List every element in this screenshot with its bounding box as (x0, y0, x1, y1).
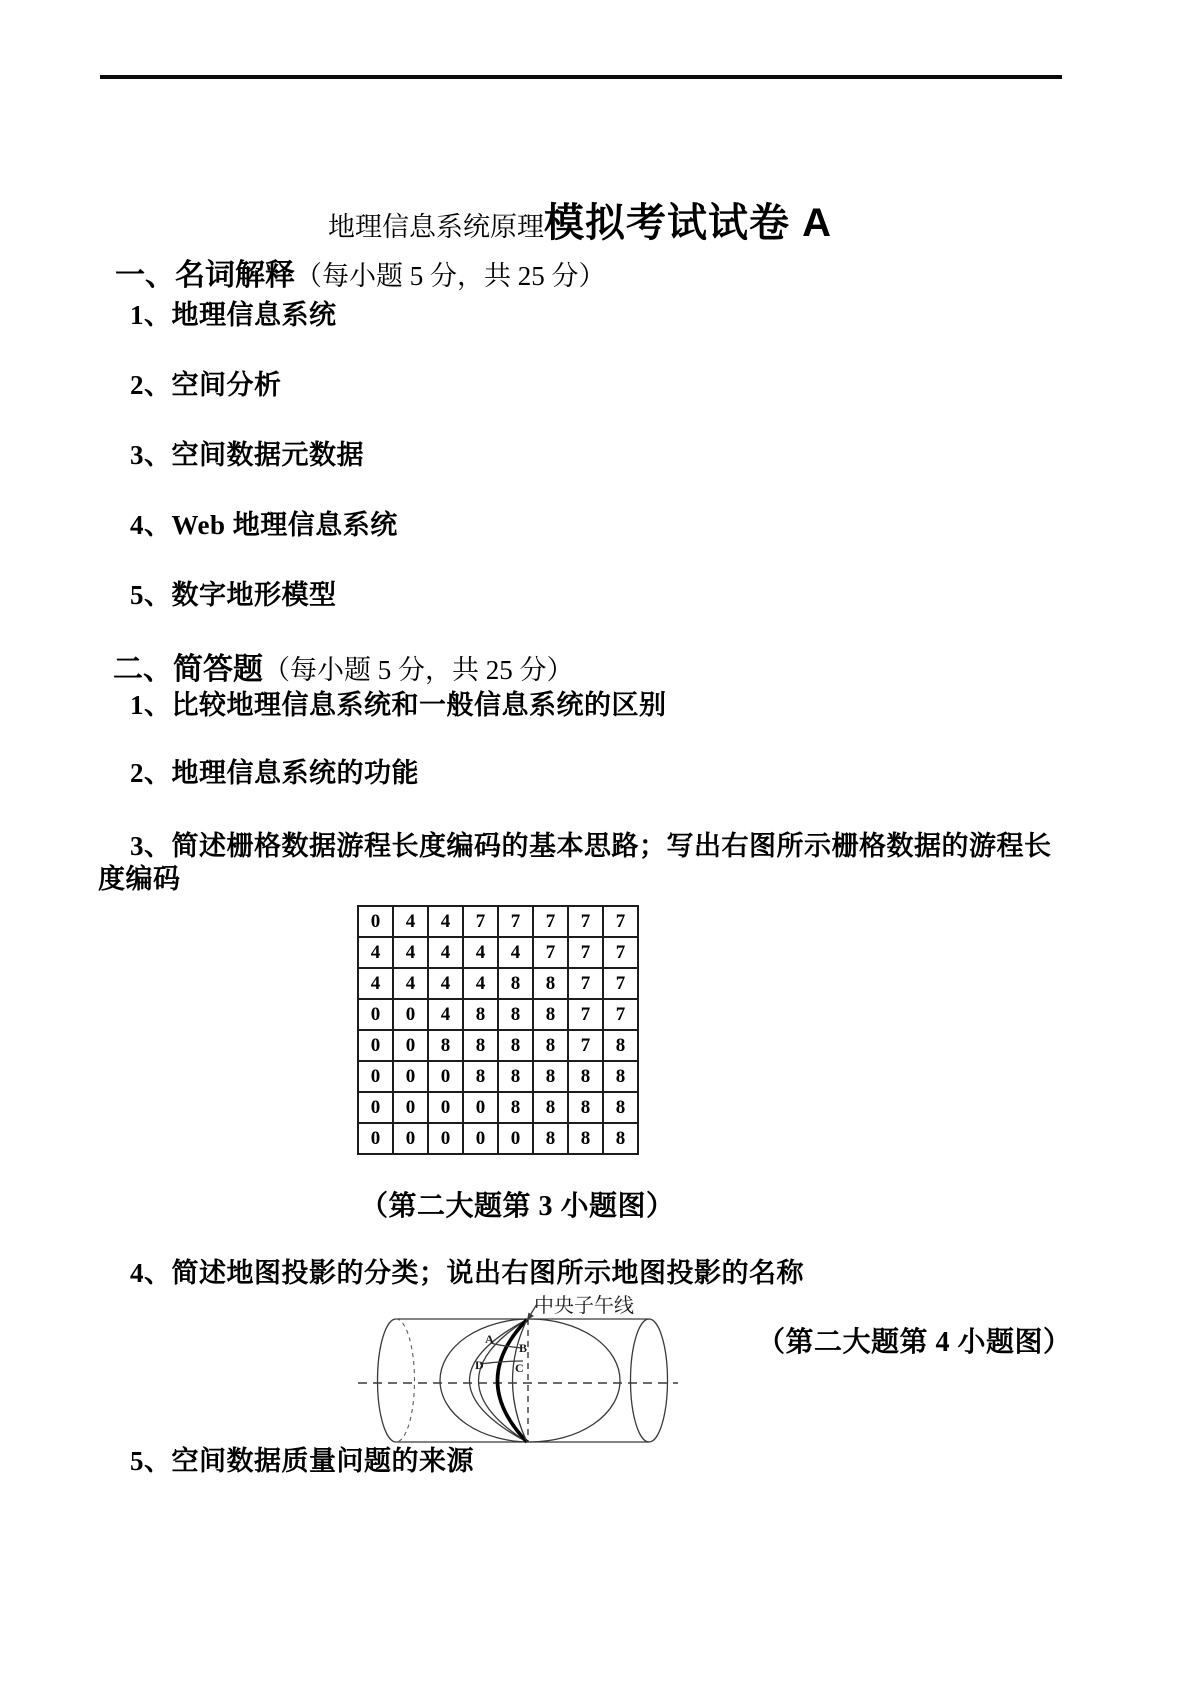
header-rule (100, 75, 1062, 79)
grid-cell: 8 (568, 1061, 603, 1092)
zone-label-d: D (475, 1358, 484, 1372)
grid-row (358, 937, 638, 968)
cylinder-left-cap-back (396, 1319, 414, 1442)
cylinder-right-cap (631, 1319, 668, 1442)
grid-cell: 8 (463, 1030, 498, 1061)
grid-cell: 8 (568, 1092, 603, 1123)
section1-item-3: 3、空间数据元数据 (130, 440, 364, 470)
grid-cell: 8 (498, 1092, 533, 1123)
grid-cell: 4 (393, 906, 428, 937)
grid-cell: 4 (428, 906, 463, 937)
grid-cell: 7 (603, 937, 638, 968)
grid-cell: 8 (498, 1030, 533, 1061)
grid-cell: 7 (568, 999, 603, 1030)
section1-item-2: 2、空间分析 (130, 370, 282, 400)
grid-cell: 0 (428, 1061, 463, 1092)
grid-cell: 8 (498, 968, 533, 999)
section2-question-1: 1、比较地理信息系统和一般信息系统的区别 (130, 690, 667, 720)
grid-row (358, 999, 638, 1030)
grid-cell: 4 (463, 968, 498, 999)
section1-heading (115, 258, 606, 294)
grid-row (358, 1123, 638, 1154)
grid-cell: 7 (533, 906, 568, 937)
grid-cell: 0 (428, 1123, 463, 1154)
grid-cell: 0 (463, 1123, 498, 1154)
section2-question-5: 5、空间数据质量问题的来源 (130, 1446, 474, 1476)
grid-cell: 8 (533, 999, 568, 1030)
globe-outline (440, 1319, 620, 1442)
grid-cell: 8 (463, 999, 498, 1030)
grid-cell: 8 (533, 968, 568, 999)
grid-cell: 0 (393, 999, 428, 1030)
grid-row (358, 968, 638, 999)
grid-cell: 0 (358, 1061, 393, 1092)
grid-cell: 4 (498, 937, 533, 968)
grid-cell: 0 (393, 1030, 428, 1061)
grid-cell: 7 (498, 906, 533, 937)
grid-cell: 0 (463, 1092, 498, 1123)
grid-cell: 4 (428, 999, 463, 1030)
grid-cell: 7 (603, 906, 638, 937)
grid-cell: 7 (568, 906, 603, 937)
grid-cell: 4 (393, 968, 428, 999)
zone-label-a: A (485, 1332, 494, 1346)
section2-question-2: 2、地理信息系统的功能 (130, 758, 419, 788)
raster-grid (357, 905, 639, 1155)
grid-row (358, 906, 638, 937)
grid-cell: 0 (358, 906, 393, 937)
grid-row (358, 1092, 638, 1123)
grid-cell: 8 (533, 1123, 568, 1154)
grid-cell: 4 (358, 937, 393, 968)
figure4-caption: （第二大题第 4 小题图） (757, 1327, 1072, 1358)
page-title (328, 198, 832, 257)
section1-item-5: 5、数字地形模型 (130, 580, 337, 610)
central-meridian-label: 中央子午线 (534, 1295, 634, 1317)
grid-cell: 7 (533, 937, 568, 968)
grid-cell: 7 (603, 968, 638, 999)
grid-cell: 4 (358, 968, 393, 999)
grid-cell: 0 (428, 1092, 463, 1123)
section2-question-3-line1: 3、简述栅格数据游程长度编码的基本思路；写出右图所示栅格数据的游程长 (130, 831, 1052, 861)
grid-cell: 8 (603, 1030, 638, 1061)
section1-item-1: 1、地理信息系统 (130, 300, 337, 330)
zone-label-b: B (519, 1341, 528, 1355)
grid-cell: 8 (498, 1061, 533, 1092)
grid-cell: 4 (428, 968, 463, 999)
grid-cell: 8 (533, 1092, 568, 1123)
figure3-caption: （第二大题第 3 小题图） (360, 1191, 675, 1222)
section1-heading-text: 一、名词解释 (115, 259, 295, 292)
grid-cell: 7 (568, 937, 603, 968)
grid-cell: 8 (498, 999, 533, 1030)
grid-cell: 4 (428, 937, 463, 968)
grid-cell: 0 (393, 1061, 428, 1092)
grid-cell: 0 (358, 1092, 393, 1123)
section2-heading-text: 二、简答题 (113, 653, 263, 686)
title-course-name: 地理信息系统原理 (328, 212, 544, 242)
grid-cell: 7 (603, 999, 638, 1030)
grid-cell: 7 (568, 1030, 603, 1061)
grid-cell: 8 (533, 1030, 568, 1061)
grid-cell: 0 (358, 1030, 393, 1061)
meridian-arc-inner (513, 1320, 528, 1443)
grid-cell: 8 (568, 1123, 603, 1154)
cylinder-left-cap-front (378, 1319, 396, 1442)
grid-cell: 8 (603, 1061, 638, 1092)
section2-question-4: 4、简述地图投影的分类；说出右图所示地图投影的名称 (130, 1258, 804, 1288)
section2-heading-note: （每小题 5 分，共 25 分） (263, 655, 574, 685)
section2-question-3-line2: 度编码 (98, 864, 181, 894)
section2-heading (113, 652, 574, 688)
grid-row (358, 1061, 638, 1092)
grid-cell: 8 (603, 1092, 638, 1123)
section1-heading-note: （每小题 5 分，共 25 分） (295, 261, 606, 291)
grid-cell: 4 (463, 937, 498, 968)
grid-cell: 8 (428, 1030, 463, 1061)
grid-cell: 8 (603, 1123, 638, 1154)
grid-cell: 4 (393, 937, 428, 968)
zone-label-c: C (515, 1361, 524, 1375)
map-projection-figure (340, 1292, 692, 1462)
grid-row (358, 1030, 638, 1061)
grid-cell: 0 (393, 1092, 428, 1123)
grid-cell: 7 (568, 968, 603, 999)
grid-cell: 8 (533, 1061, 568, 1092)
grid-cell: 7 (463, 906, 498, 937)
title-exam-name: 模拟考试试卷 A (544, 201, 832, 245)
grid-cell: 0 (358, 999, 393, 1030)
grid-cell: 0 (393, 1123, 428, 1154)
grid-cell: 8 (463, 1061, 498, 1092)
section1-item-4: 4、Web 地理信息系统 (130, 510, 398, 540)
grid-cell: 0 (498, 1123, 533, 1154)
grid-cell: 0 (358, 1123, 393, 1154)
raster-grid-body (358, 906, 638, 1154)
